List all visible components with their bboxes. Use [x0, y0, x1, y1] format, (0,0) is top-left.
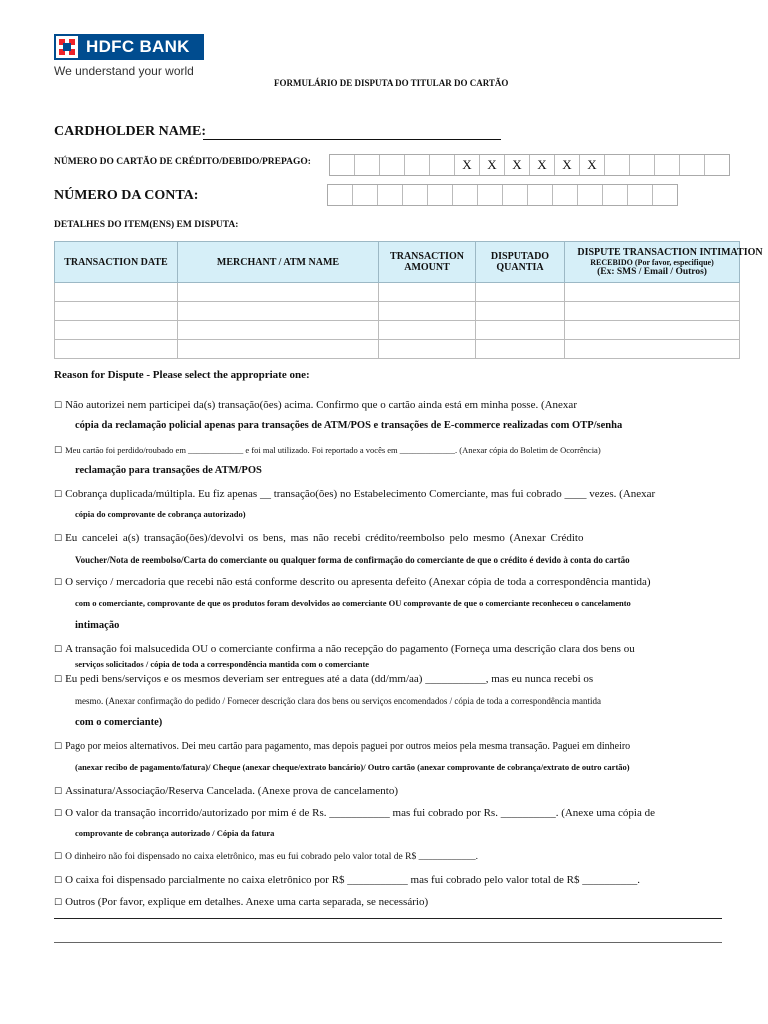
- option-subtext: Voucher/Nota de reembolso/Carta do comerciante ou qualquer forma de confirmação do comerciante de que o crédito é devido à conta do cartão: [75, 555, 630, 565]
- header-intimation-line1: DISPUTE TRANSACTION INTIMATION: [577, 247, 763, 258]
- card-digit-cell[interactable]: [380, 155, 405, 175]
- header-intimation: [565, 242, 763, 283]
- option-lost-stolen[interactable]: [54, 445, 601, 456]
- option-subtext: com o comerciante): [75, 717, 163, 728]
- card-digit-cell[interactable]: [705, 155, 729, 175]
- option-text: Eu cancelei a(s) transação(ões)/devolvi os bens, mas não recebi crédito/reembolso pelo mesmo (Anexar Crédito: [65, 532, 584, 544]
- option-unauthorized[interactable]: [54, 399, 577, 411]
- checkbox-icon[interactable]: ☐: [54, 852, 63, 862]
- option-text: Não autorizei nem participei da(s) transação(ões) acima. Confirmo que o cartão ainda está em minha posse. (Anexar: [65, 399, 577, 411]
- account-digit-cell[interactable]: [403, 185, 428, 205]
- card-digit-cell[interactable]: [630, 155, 655, 175]
- table-cell[interactable]: [178, 283, 379, 302]
- card-digit-cell[interactable]: [680, 155, 705, 175]
- table-cell[interactable]: [178, 321, 379, 340]
- card-digit-cell[interactable]: [355, 155, 380, 175]
- table-row[interactable]: [55, 321, 740, 340]
- card-number-label: NÚMERO DO CARTÃO DE CRÉDITO/DEBIDO/PREPAGO:: [54, 157, 311, 167]
- account-number-grid[interactable]: [327, 184, 678, 206]
- checkbox-icon[interactable]: ☐: [54, 742, 63, 752]
- header-intimation-line3: (Ex: SMS / Email / Outros): [597, 267, 707, 277]
- option-subtext: reclamação para transações de ATM/POS: [75, 465, 262, 476]
- option-cancelled-subscription[interactable]: [54, 785, 398, 797]
- table-cell[interactable]: [476, 340, 565, 359]
- header-amount-line2: AMOUNT: [404, 262, 450, 273]
- option-text: O dinheiro não foi dispensado no caixa eletrônico, mas eu fui cobrado pelo valor total de R$ ____________.: [65, 852, 478, 862]
- hdfc-emblem-icon: [56, 36, 78, 58]
- checkbox-icon[interactable]: ☐: [54, 490, 63, 500]
- header-amount-line1: TRANSACTION: [390, 251, 464, 262]
- option-text: Pago por meios alternativos. Dei meu cartão para pagamento, mas depois paguei por outros meios pela mesma transação. Paguei em dinheiro: [65, 741, 631, 752]
- option-incorrect-amount[interactable]: [54, 807, 655, 819]
- account-digit-cell[interactable]: [328, 185, 353, 205]
- header-disputed-line2: QUANTIA: [496, 262, 544, 273]
- header-intimation-line2: RECEBIDO (Por favor, especifique): [590, 258, 714, 267]
- card-digit-cell[interactable]: [430, 155, 455, 175]
- cardholder-name-field[interactable]: [203, 139, 501, 140]
- option-text: Cobrança duplicada/múltipla. Eu fiz apenas __ transação(ões) no Estabelecimento Comerciante, mas fui cobrado ____ vezes. (Anexar: [65, 488, 656, 500]
- reason-heading: Reason for Dispute - Please select the appropriate one:: [54, 369, 310, 381]
- table-cell[interactable]: [178, 302, 379, 321]
- option-text: Meu cartão foi perdido/roubado em _____________ e foi mal utilizado. Foi reportado a vocês em _____________. (Anexar cópia do Boletim de Ocorrência): [65, 445, 601, 455]
- option-cancelled-refund[interactable]: [54, 532, 583, 544]
- table-cell[interactable]: [55, 321, 178, 340]
- option-text: Outros (Por favor, explique em detalhes. Anexe uma carta separada, se necessário): [65, 896, 429, 908]
- table-cell[interactable]: [379, 340, 476, 359]
- table-cell[interactable]: [476, 321, 565, 340]
- option-text: A transação foi malsucedida OU o comerciante confirma a não recepção do pagamento (Forneça uma descrição clara dos bens ou: [65, 643, 635, 655]
- header-transaction-amount: [379, 242, 476, 283]
- table-cell[interactable]: [565, 340, 740, 359]
- card-digit-cell[interactable]: X: [480, 155, 505, 175]
- header-disputed-amount: [476, 242, 565, 283]
- table-cell[interactable]: [476, 302, 565, 321]
- card-digit-cell[interactable]: X: [530, 155, 555, 175]
- table-row[interactable]: [55, 302, 740, 321]
- option-failed-transaction[interactable]: [54, 643, 635, 655]
- card-digit-cell[interactable]: [330, 155, 355, 175]
- option-subtext: mesmo. (Anexar confirmação do pedido / Fornecer descrição clara dos bens ou serviços encomendados / cópia de toda a correspondência mantida: [75, 696, 602, 706]
- table-cell[interactable]: [476, 283, 565, 302]
- header-merchant: MERCHANT / ATM NAME: [178, 242, 379, 283]
- table-row[interactable]: [55, 283, 740, 302]
- card-digit-cell[interactable]: [605, 155, 630, 175]
- hdfc-logo: [54, 34, 204, 78]
- account-number-label: NÚMERO DA CONTA:: [54, 188, 199, 203]
- option-subtext: comprovante de cobrança autorizado / Cópia da fatura: [75, 828, 275, 838]
- logo-name: HDFC BANK: [86, 37, 190, 56]
- option-subtext: cópia da reclamação policial apenas para transações de ATM/POS e transações de E-commerce realizadas com OTP/senha: [75, 420, 623, 431]
- account-digit-cell[interactable]: [428, 185, 453, 205]
- table-cell[interactable]: [379, 283, 476, 302]
- option-subtext: com o comerciante, comprovante de que os produtos foram devolvidos ao comerciante OU comprovante de que o comerciante reconheceu o cancelamento: [75, 598, 631, 608]
- account-digit-cell[interactable]: [478, 185, 503, 205]
- table-cell[interactable]: [379, 321, 476, 340]
- header-transaction-date: TRANSACTION DATE: [55, 242, 178, 283]
- option-alternate-payment[interactable]: [54, 741, 630, 752]
- form-title: FORMULÁRIO DE DISPUTA DO TITULAR DO CARTÃO: [274, 78, 509, 88]
- option-subtext: (anexar recibo de pagamento/fatura)/ Cheque (anexar cheque/extrato bancário)/ Outro cartão (anexar comprovante de cobrança/extrato de outro cartão): [75, 762, 630, 772]
- logo-banner: [54, 34, 204, 60]
- option-subtext: serviços solicitados / cópia de toda a correspondência mantida com o comerciante: [75, 659, 370, 669]
- account-digit-cell[interactable]: [653, 185, 677, 205]
- table-cell[interactable]: [55, 340, 178, 359]
- table-row[interactable]: [55, 340, 740, 359]
- option-cash-not-dispensed[interactable]: [54, 852, 478, 862]
- account-digit-cell[interactable]: [503, 185, 528, 205]
- checkbox-icon[interactable]: ☐: [54, 787, 63, 797]
- option-subtext: cópia do comprovante de cobrança autorizado): [75, 509, 246, 519]
- account-digit-cell[interactable]: [553, 185, 578, 205]
- checkbox-icon[interactable]: ☐: [54, 675, 63, 685]
- option-text: O caixa foi dispensado parcialmente no caixa eletrônico por R$ ___________ mas fui cobrado pelo valor total de R$ __________.: [65, 874, 640, 886]
- card-digit-cell[interactable]: X: [505, 155, 530, 175]
- card-digit-cell[interactable]: [655, 155, 680, 175]
- account-digit-cell[interactable]: [603, 185, 628, 205]
- checkbox-icon[interactable]: ☐: [54, 534, 63, 544]
- account-digit-cell[interactable]: [453, 185, 478, 205]
- table-cell[interactable]: [565, 283, 740, 302]
- checkbox-icon[interactable]: ☐: [54, 401, 63, 411]
- header-disputed-line1: DISPUTADO: [490, 251, 550, 262]
- card-digit-cell[interactable]: [405, 155, 430, 175]
- table-cell[interactable]: [55, 283, 178, 302]
- table-cell[interactable]: [565, 321, 740, 340]
- disputed-items-table: [54, 241, 763, 359]
- checkbox-icon[interactable]: ☐: [54, 876, 63, 886]
- others-detail-line[interactable]: [54, 918, 722, 919]
- logo-tagline: We understand your world: [54, 64, 194, 78]
- details-label: DETALHES DO ITEM(ENS) EM DISPUTA:: [54, 220, 239, 230]
- option-not-delivered[interactable]: [54, 673, 593, 685]
- account-digit-cell[interactable]: [628, 185, 653, 205]
- option-others[interactable]: [54, 896, 428, 908]
- account-digit-cell[interactable]: [353, 185, 378, 205]
- checkbox-icon[interactable]: ☐: [54, 645, 63, 655]
- cardholder-label: CARDHOLDER NAME:: [54, 124, 207, 139]
- option-subtext: intimação: [75, 620, 120, 631]
- others-detail-line[interactable]: [54, 942, 722, 943]
- account-digit-cell[interactable]: [528, 185, 553, 205]
- account-digit-cell[interactable]: [578, 185, 603, 205]
- table-cell[interactable]: [379, 302, 476, 321]
- option-partial-dispense[interactable]: [54, 874, 640, 886]
- option-text: O serviço / mercadoria que recebi não está conforme descrito ou apresenta defeito (Anexar cópia de toda a correspondência mantida): [65, 576, 651, 588]
- option-text: Assinatura/Associação/Reserva Cancelada. (Anexe prova de cancelamento): [65, 785, 398, 797]
- table-cell[interactable]: [178, 340, 379, 359]
- option-text: O valor da transação incorrido/autorizado por mim é de Rs. ___________ mas fui cobrado por Rs. __________. (Anexe uma cópia de: [65, 807, 655, 819]
- table-header-row: [55, 242, 740, 283]
- card-digit-cell[interactable]: X: [580, 155, 605, 175]
- card-digit-cell[interactable]: X: [455, 155, 480, 175]
- option-duplicate-charge[interactable]: [54, 488, 655, 500]
- checkbox-icon[interactable]: ☐: [54, 578, 63, 588]
- card-number-grid[interactable]: [329, 154, 730, 176]
- checkbox-icon[interactable]: ☐: [54, 446, 63, 456]
- option-not-as-described[interactable]: [54, 576, 651, 588]
- table-cell[interactable]: [565, 302, 740, 321]
- checkbox-icon[interactable]: ☐: [54, 898, 63, 908]
- table-cell[interactable]: [55, 302, 178, 321]
- checkbox-icon[interactable]: ☐: [54, 809, 63, 819]
- option-text: Eu pedi bens/serviços e os mesmos deveriam ser entregues até a data (dd/mm/aa) ___________, mas eu nunca recebi os: [65, 673, 594, 685]
- card-digit-cell[interactable]: X: [555, 155, 580, 175]
- account-digit-cell[interactable]: [378, 185, 403, 205]
